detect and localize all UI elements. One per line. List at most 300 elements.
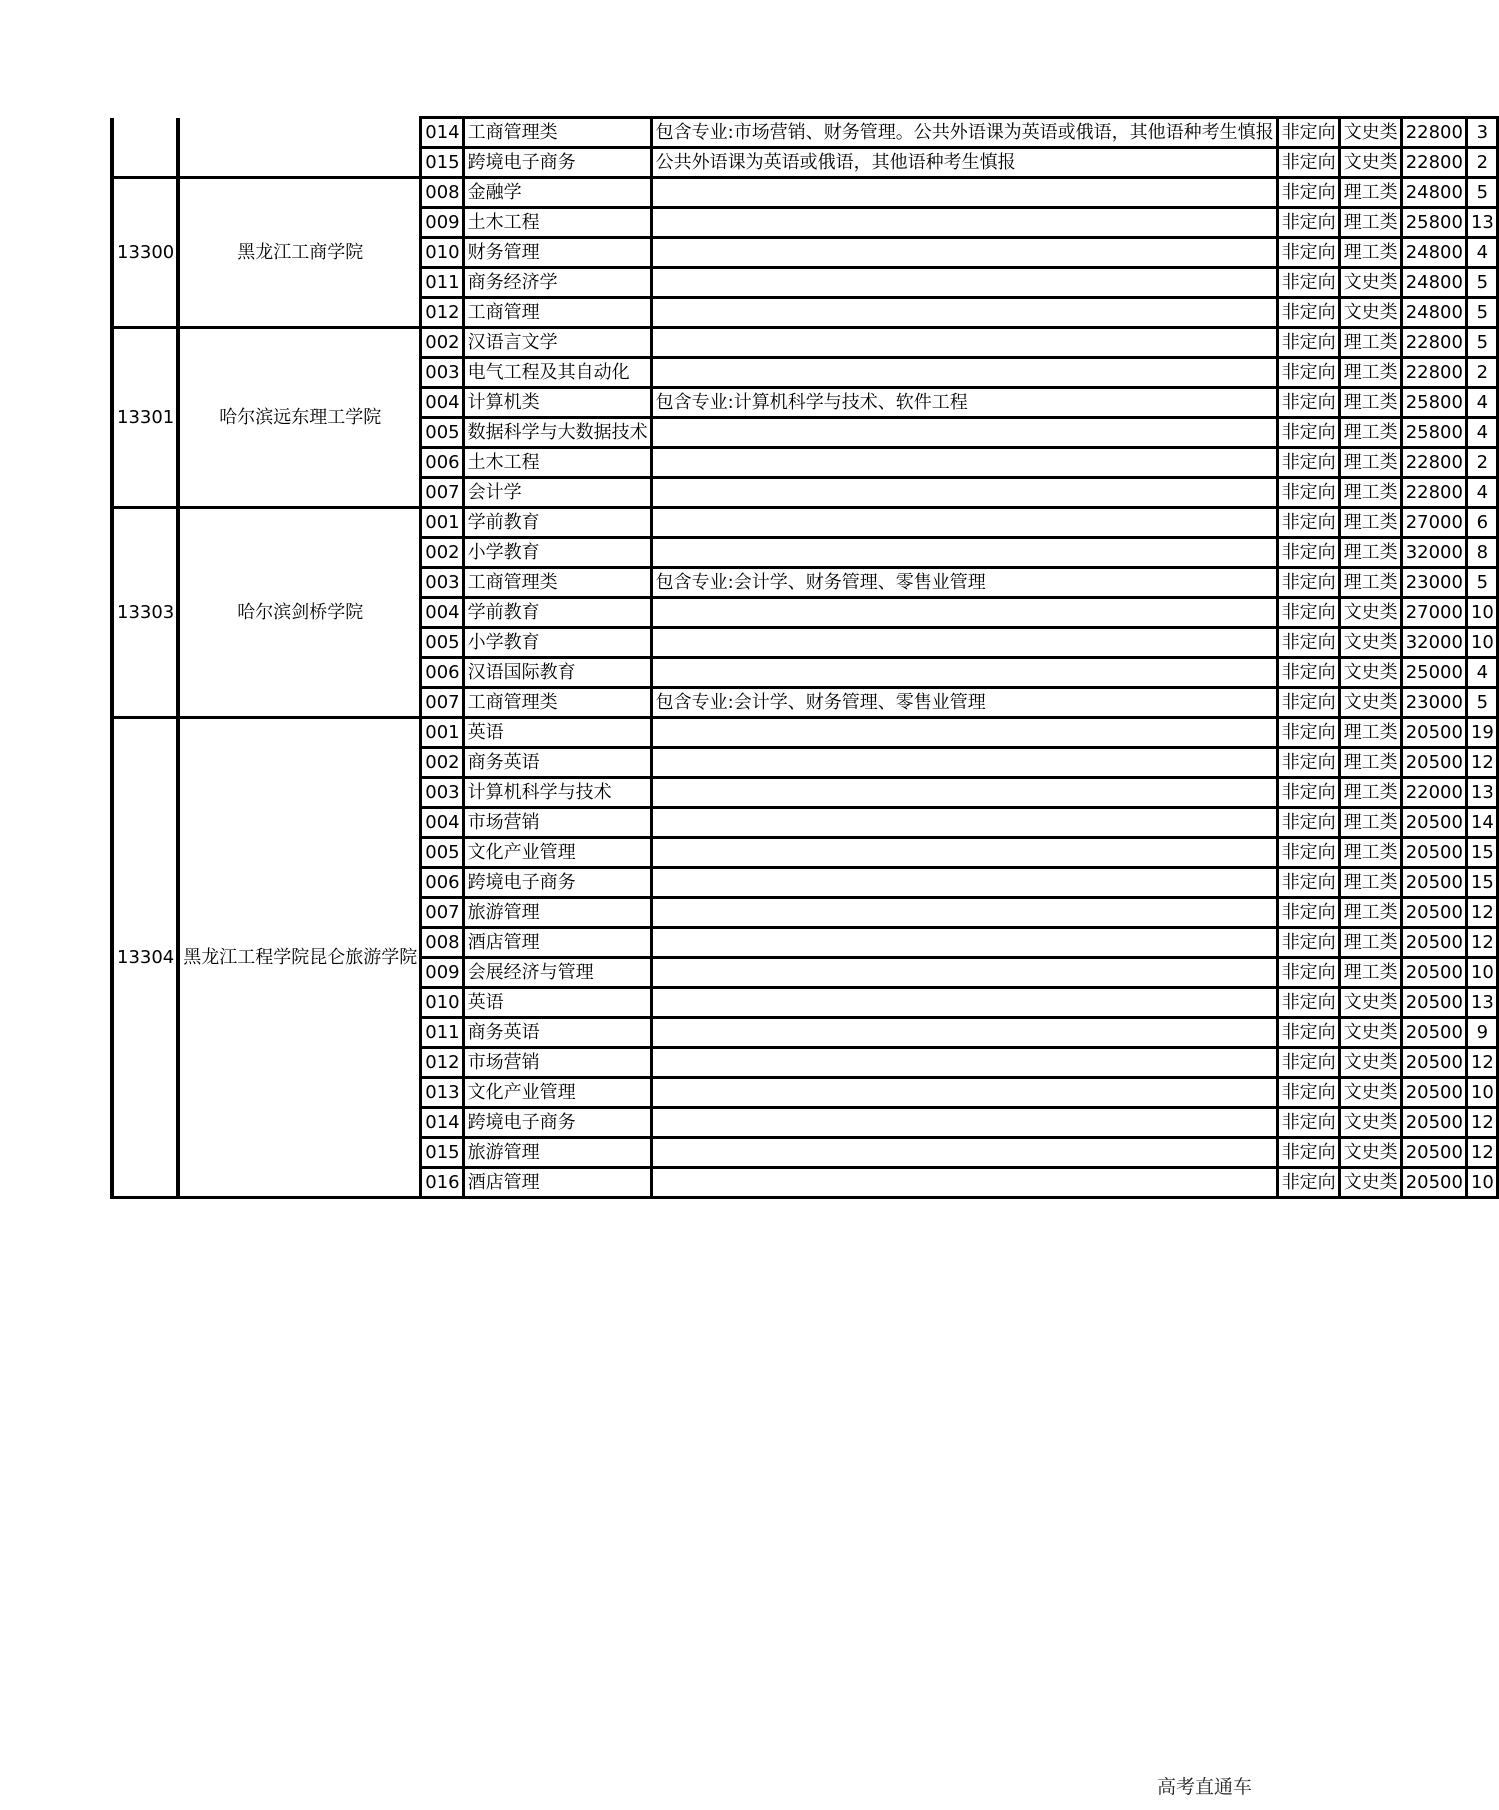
major-code-cell-text: 013 [425,1082,460,1103]
tuition-cell-text: 20500 [1405,722,1463,743]
quota-cell [1466,448,1497,478]
major-name-cell [463,178,651,208]
tuition-cell-text: 20500 [1405,812,1463,833]
major-note-cell [651,1078,1277,1108]
tuition-cell-text: 22800 [1405,332,1463,353]
major-note-cell [651,1108,1277,1138]
plan-type-cell-text: 非定向 [1281,272,1336,293]
subject-type-cell [1339,988,1401,1018]
major-code-cell [421,1168,463,1198]
major-name-cell [463,538,651,568]
plan-type-cell [1277,1138,1339,1168]
plan-type-cell [1277,358,1339,388]
major-name-cell [463,658,651,688]
subject-type-cell [1339,1108,1401,1138]
tuition-cell [1401,1018,1466,1048]
major-note-cell [651,298,1277,328]
major-name-cell [463,688,651,718]
tuition-cell-text: 20500 [1405,1022,1463,1043]
major-name-cell [463,238,651,268]
tuition-cell-text: 20500 [1405,902,1463,923]
major-name-cell [463,1138,651,1168]
major-note-cell-text: 包含专业:计算机科学与技术、软件工程 [655,392,968,413]
major-name-cell [463,808,651,838]
major-name-cell-text: 会计学 [467,482,522,503]
quota-cell [1466,298,1497,328]
plan-type-cell [1277,208,1339,238]
plan-type-cell [1277,1048,1339,1078]
plan-type-cell [1277,628,1339,658]
major-note-cell [651,988,1277,1018]
major-name-cell [463,598,651,628]
quota-cell-text: 4 [1476,392,1489,413]
tuition-cell-text: 25800 [1405,392,1463,413]
major-code-cell [421,298,463,328]
tuition-cell [1401,628,1466,658]
major-note-cell [651,1168,1277,1198]
quota-cell-text: 5 [1476,572,1489,593]
subject-type-cell [1339,298,1401,328]
quota-cell-text: 4 [1476,422,1489,443]
quota-cell-text: 2 [1476,452,1489,473]
plan-type-cell-text: 非定向 [1281,182,1336,203]
subject-type-cell-text: 理工类 [1343,422,1398,443]
subject-type-cell-text: 理工类 [1343,722,1398,743]
quota-cell [1466,418,1497,448]
major-name-cell [463,868,651,898]
major-code-cell-text: 016 [425,1172,460,1193]
plan-type-cell-text: 非定向 [1281,692,1336,713]
quota-cell [1466,688,1497,718]
subject-type-cell [1339,1018,1401,1048]
subject-type-cell-text: 文史类 [1343,662,1398,683]
major-code-cell-text: 014 [425,122,460,143]
major-name-cell-text: 小学教育 [467,542,540,563]
tuition-cell [1401,1138,1466,1168]
plan-type-cell [1277,868,1339,898]
major-code-cell [421,1048,463,1078]
major-name-cell [463,718,651,748]
tuition-cell [1401,508,1466,538]
major-code-cell [421,628,463,658]
major-note-cell [651,628,1277,658]
plan-type-cell-text: 非定向 [1281,872,1336,893]
quota-cell [1466,868,1497,898]
major-name-cell-text: 计算机类 [467,392,540,413]
tuition-cell [1401,1168,1466,1198]
major-code-cell-text: 007 [425,692,460,713]
major-note-cell [651,208,1277,238]
quota-cell-text: 15 [1470,872,1494,893]
major-code-cell-text: 010 [425,992,460,1013]
quota-cell [1466,598,1497,628]
subject-type-cell-text: 文史类 [1343,1082,1398,1103]
quota-cell-text: 12 [1470,1052,1494,1073]
major-note-cell [651,1048,1277,1078]
plan-type-cell [1277,478,1339,508]
subject-type-cell [1339,628,1401,658]
plan-type-cell-text: 非定向 [1281,362,1336,383]
quota-cell [1466,898,1497,928]
major-name-cell-text: 旅游管理 [467,902,540,923]
quota-cell [1466,478,1497,508]
quota-cell-text: 5 [1476,302,1489,323]
plan-type-cell [1277,268,1339,298]
major-code-cell [421,118,463,148]
quota-cell-text: 9 [1476,1022,1489,1043]
major-name-cell [463,268,651,298]
major-code-cell [421,238,463,268]
major-code-cell [421,328,463,358]
major-code-cell-text: 004 [425,812,460,833]
table-row [112,178,1497,208]
quota-cell-text: 4 [1476,242,1489,263]
tuition-cell [1401,478,1466,508]
quota-cell [1466,118,1497,148]
plan-type-cell-text: 非定向 [1281,782,1336,803]
major-name-cell-text: 文化产业管理 [467,1082,576,1103]
quota-cell [1466,538,1497,568]
subject-type-cell-text: 文史类 [1343,302,1398,323]
major-note-cell [651,718,1277,748]
major-name-cell-text: 数据科学与大数据技术 [467,422,648,443]
subject-type-cell-text: 理工类 [1343,752,1398,773]
quota-cell [1466,568,1497,598]
plan-type-cell-text: 非定向 [1281,1052,1336,1073]
plan-type-cell-text: 非定向 [1281,1172,1336,1193]
tuition-cell-text: 24800 [1405,242,1463,263]
major-code-cell-text: 003 [425,362,460,383]
quota-cell-text: 13 [1470,992,1494,1013]
school-name-cell: 哈尔滨远东理工学院 [178,328,421,508]
major-name-cell-text: 英语 [467,992,504,1013]
school-code-cell: 13304 [112,718,178,1198]
subject-type-cell [1339,598,1401,628]
subject-type-cell [1339,688,1401,718]
subject-type-cell-text: 文史类 [1343,632,1398,653]
major-name-cell [463,388,651,418]
major-note-cell [651,148,1277,178]
tuition-cell-text: 32000 [1405,542,1463,563]
major-name-cell [463,1018,651,1048]
quota-cell [1466,928,1497,958]
major-code-cell-text: 004 [425,392,460,413]
major-note-cell [651,808,1277,838]
plan-type-cell [1277,658,1339,688]
plan-type-cell [1277,1018,1339,1048]
major-name-cell-text: 文化产业管理 [467,842,576,863]
quota-cell [1466,1078,1497,1108]
major-code-cell [421,388,463,418]
subject-type-cell [1339,1138,1401,1168]
plan-type-cell-text: 非定向 [1281,962,1336,983]
major-code-cell-text: 015 [425,152,460,173]
major-code-cell [421,1108,463,1138]
quota-cell [1466,658,1497,688]
tuition-cell-text: 24800 [1405,182,1463,203]
plan-type-cell [1277,118,1339,148]
major-note-cell [651,118,1277,148]
tuition-cell-text: 20500 [1405,1172,1463,1193]
major-note-cell [651,658,1277,688]
quota-cell-text: 5 [1476,182,1489,203]
tuition-cell [1401,1108,1466,1138]
tuition-cell [1401,148,1466,178]
subject-type-cell-text: 文史类 [1343,272,1398,293]
plan-type-cell-text: 非定向 [1281,392,1336,413]
tuition-cell [1401,328,1466,358]
subject-type-cell [1339,748,1401,778]
subject-type-cell [1339,448,1401,478]
quota-cell [1466,178,1497,208]
major-name-cell-text: 市场营销 [467,1052,540,1073]
tuition-cell [1401,808,1466,838]
tuition-cell [1401,358,1466,388]
major-note-cell-text: 公共外语课为英语或俄语，其他语种考生慎报 [655,152,1016,173]
quota-cell [1466,808,1497,838]
subject-type-cell [1339,838,1401,868]
plan-type-cell-text: 非定向 [1281,332,1336,353]
tuition-cell-text: 20500 [1405,1052,1463,1073]
major-name-cell [463,988,651,1018]
major-code-cell-text: 007 [425,902,460,923]
quota-cell [1466,1168,1497,1198]
major-note-cell-text: 包含专业:会计学、财务管理、零售业管理 [655,572,986,593]
major-name-cell-text: 土木工程 [467,452,540,473]
major-code-cell-text: 012 [425,302,460,323]
plan-type-cell [1277,1168,1339,1198]
subject-type-cell [1339,358,1401,388]
major-note-cell [651,748,1277,778]
plan-type-cell-text: 非定向 [1281,152,1336,173]
major-note-cell-text: 包含专业:市场营销、财务管理。公共外语课为英语或俄语，其他语种考生慎报 [655,122,1274,143]
major-name-cell-text: 工商管理类 [467,572,558,593]
major-code-cell-text: 015 [425,1142,460,1163]
plan-type-cell [1277,808,1339,838]
major-code-cell-text: 003 [425,572,460,593]
major-name-cell-text: 工商管理类 [467,692,558,713]
subject-type-cell [1339,388,1401,418]
tuition-cell [1401,568,1466,598]
quota-cell [1466,208,1497,238]
major-name-cell-text: 商务英语 [467,752,540,773]
subject-type-cell [1339,178,1401,208]
tuition-cell [1401,1048,1466,1078]
plan-type-cell-text: 非定向 [1281,512,1336,533]
major-code-cell [421,958,463,988]
tuition-cell-text: 23000 [1405,572,1463,593]
quota-cell [1466,1048,1497,1078]
plan-type-cell-text: 非定向 [1281,572,1336,593]
major-name-cell-text: 市场营销 [467,812,540,833]
major-note-cell [651,508,1277,538]
subject-type-cell-text: 理工类 [1343,812,1398,833]
subject-type-cell [1339,958,1401,988]
subject-type-cell [1339,268,1401,298]
quota-cell-text: 13 [1470,782,1494,803]
major-note-cell [651,1018,1277,1048]
subject-type-cell-text: 文史类 [1343,122,1398,143]
major-code-cell [421,178,463,208]
tuition-cell [1401,778,1466,808]
major-name-cell [463,778,651,808]
major-name-cell [463,568,651,598]
plan-type-cell-text: 非定向 [1281,992,1336,1013]
tuition-cell [1401,718,1466,748]
subject-type-cell [1339,1048,1401,1078]
subject-type-cell-text: 理工类 [1343,572,1398,593]
plan-type-cell [1277,598,1339,628]
major-name-cell-text: 商务经济学 [467,272,558,293]
quota-cell [1466,628,1497,658]
tuition-cell [1401,658,1466,688]
major-name-cell [463,298,651,328]
subject-type-cell [1339,928,1401,958]
quota-cell [1466,1018,1497,1048]
major-note-cell [651,448,1277,478]
major-note-cell [651,328,1277,358]
major-code-cell-text: 006 [425,452,460,473]
major-code-cell-text: 008 [425,182,460,203]
plan-type-cell-text: 非定向 [1281,1142,1336,1163]
major-name-cell-text: 工商管理 [467,302,540,323]
quota-cell-text: 8 [1476,542,1489,563]
major-name-cell-text: 英语 [467,722,504,743]
plan-type-cell-text: 非定向 [1281,122,1336,143]
major-code-cell-text: 003 [425,782,460,803]
major-name-cell-text: 汉语国际教育 [467,662,576,683]
table-row [112,328,1497,358]
tuition-cell-text: 24800 [1405,302,1463,323]
major-name-cell [463,448,651,478]
quota-cell [1466,958,1497,988]
major-code-cell-text: 004 [425,602,460,623]
tuition-cell-text: 24800 [1405,272,1463,293]
major-name-cell-text: 旅游管理 [467,1142,540,1163]
subject-type-cell [1339,148,1401,178]
major-note-cell-text: 包含专业:会计学、财务管理、零售业管理 [655,692,986,713]
major-name-cell-text: 学前教育 [467,602,540,623]
tuition-cell-text: 25000 [1405,662,1463,683]
major-code-cell-text: 006 [425,662,460,683]
major-code-cell [421,358,463,388]
tuition-cell [1401,118,1466,148]
major-name-cell-text: 会展经济与管理 [467,962,594,983]
major-code-cell [421,688,463,718]
tuition-cell [1401,958,1466,988]
tuition-cell [1401,388,1466,418]
tuition-cell-text: 20500 [1405,842,1463,863]
major-note-cell [651,268,1277,298]
plan-type-cell [1277,988,1339,1018]
major-code-cell-text: 008 [425,932,460,953]
major-code-cell-text: 002 [425,332,460,353]
plan-type-cell [1277,898,1339,928]
quota-cell [1466,148,1497,178]
major-code-cell [421,898,463,928]
tuition-cell-text: 23000 [1405,692,1463,713]
plan-type-cell-text: 非定向 [1281,422,1336,443]
subject-type-cell [1339,718,1401,748]
subject-type-cell [1339,508,1401,538]
tuition-cell [1401,1078,1466,1108]
quota-cell-text: 12 [1470,902,1494,923]
major-code-cell [421,1018,463,1048]
major-name-cell-text: 汉语言文学 [467,332,558,353]
plan-type-cell [1277,1078,1339,1108]
major-name-cell-text: 商务英语 [467,1022,540,1043]
tuition-cell [1401,898,1466,928]
quota-cell-text: 19 [1470,722,1494,743]
tuition-cell [1401,688,1466,718]
subject-type-cell-text: 文史类 [1343,152,1398,173]
subject-type-cell-text: 理工类 [1343,782,1398,803]
tuition-cell [1401,598,1466,628]
plan-type-cell [1277,778,1339,808]
quota-cell [1466,988,1497,1018]
major-name-cell-text: 小学教育 [467,632,540,653]
major-note-cell [651,958,1277,988]
tuition-cell [1401,298,1466,328]
major-code-cell-text: 005 [425,842,460,863]
tuition-cell-text: 25800 [1405,422,1463,443]
subject-type-cell [1339,898,1401,928]
subject-type-cell [1339,328,1401,358]
tuition-cell-text: 27000 [1405,512,1463,533]
tuition-cell [1401,178,1466,208]
major-code-cell [421,598,463,628]
quota-cell-text: 14 [1470,812,1494,833]
subject-type-cell-text: 理工类 [1343,512,1398,533]
tuition-cell [1401,538,1466,568]
major-name-cell-text: 跨境电子商务 [467,872,576,893]
quota-cell-text: 12 [1470,932,1494,953]
tuition-cell-text: 22800 [1405,482,1463,503]
quota-cell-text: 3 [1476,122,1489,143]
school-code-cell: 13301 [112,328,178,508]
quota-cell-text: 12 [1470,752,1494,773]
tuition-cell-text: 20500 [1405,932,1463,953]
major-code-cell [421,418,463,448]
major-code-cell [421,868,463,898]
major-code-cell [421,478,463,508]
major-name-cell [463,508,651,538]
major-code-cell-text: 007 [425,482,460,503]
major-name-cell-text: 酒店管理 [467,932,540,953]
tuition-cell-text: 20500 [1405,962,1463,983]
major-name-cell-text: 学前教育 [467,512,540,533]
major-code-cell [421,268,463,298]
major-name-cell-text: 跨境电子商务 [467,1112,576,1133]
quota-cell-text: 2 [1476,362,1489,383]
plan-type-cell-text: 非定向 [1281,842,1336,863]
tuition-cell-text: 32000 [1405,632,1463,653]
quota-cell [1466,508,1497,538]
subject-type-cell [1339,538,1401,568]
subject-type-cell-text: 文史类 [1343,992,1398,1013]
plan-type-cell [1277,928,1339,958]
subject-type-cell-text: 理工类 [1343,872,1398,893]
school-name-cell: 哈尔滨剑桥学院 [178,508,421,718]
plan-type-cell-text: 非定向 [1281,242,1336,263]
plan-type-cell [1277,448,1339,478]
watermark-text: 高考直通车 [1156,1776,1252,1798]
subject-type-cell-text: 文史类 [1343,1022,1398,1043]
major-code-cell-text: 014 [425,1112,460,1133]
subject-type-cell-text: 文史类 [1343,1052,1398,1073]
major-code-cell [421,928,463,958]
major-code-cell-text: 006 [425,872,460,893]
